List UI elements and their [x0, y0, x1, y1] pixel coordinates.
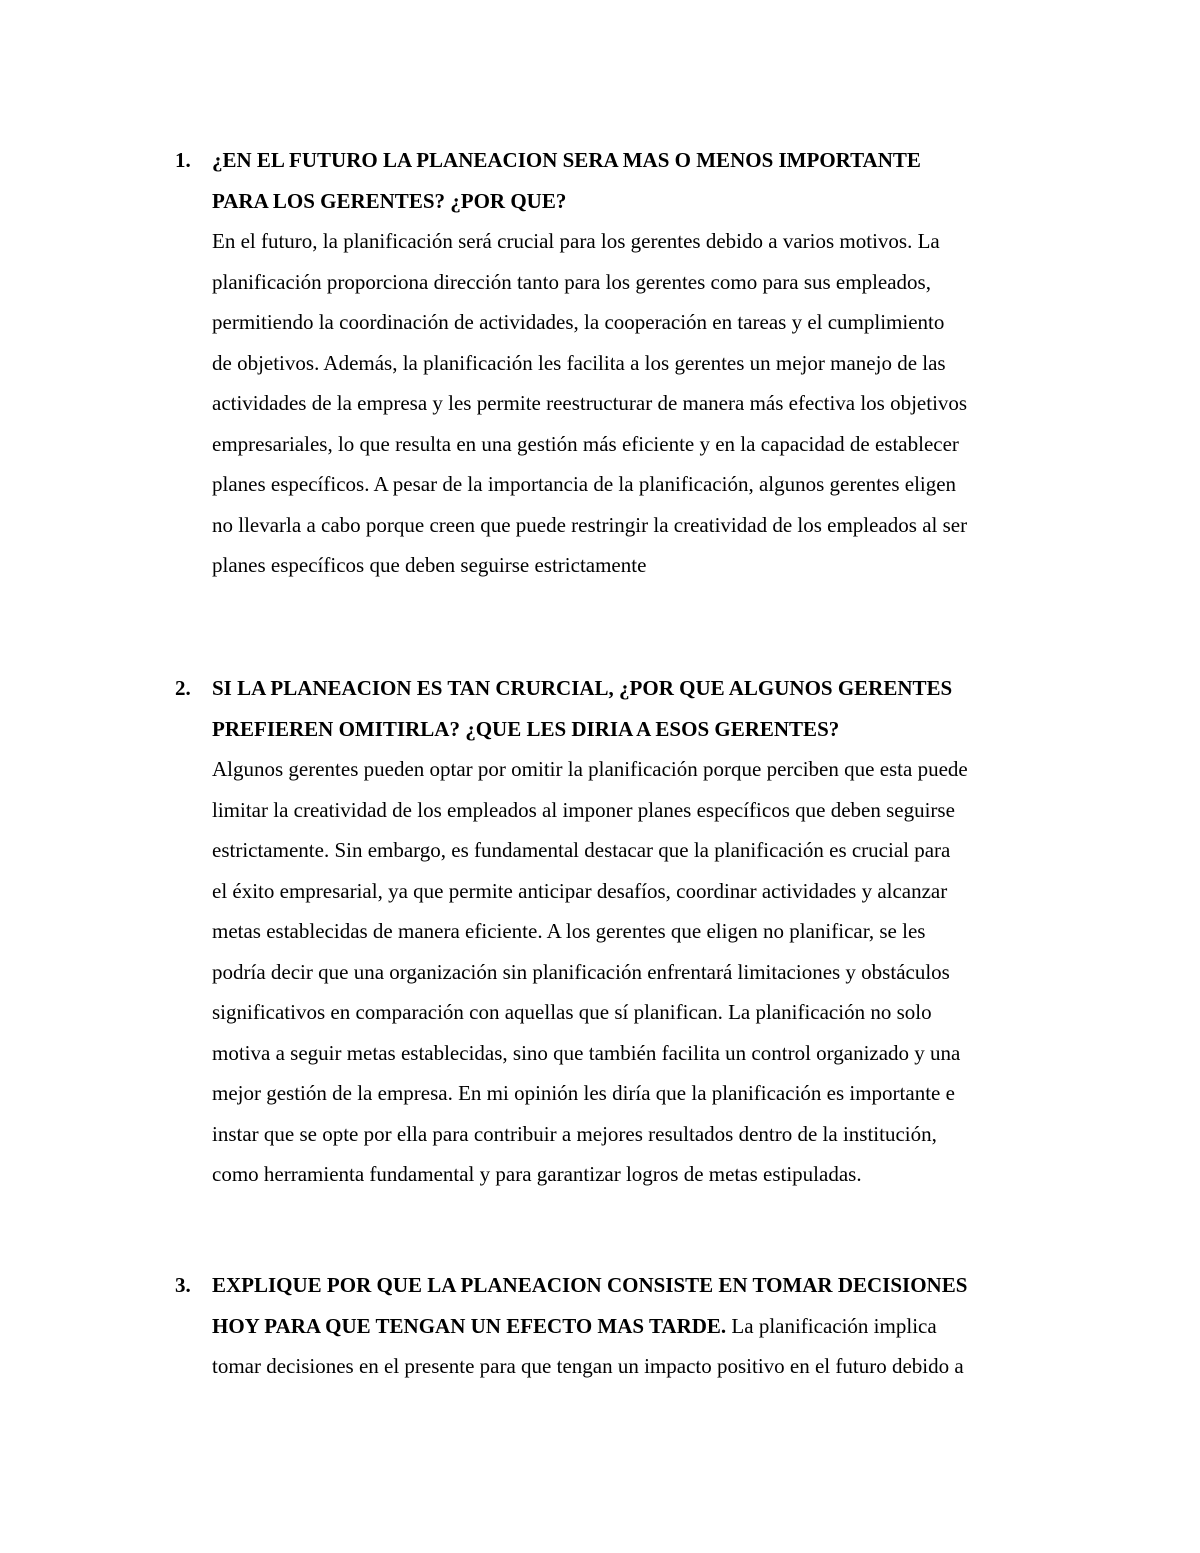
question-heading: SI LA PLANEACION ES TAN CRURCIAL, ¿POR QUE ALGUNOS GERENTES: [212, 676, 953, 700]
question-heading: EXPLIQUE POR QUE LA PLANEACION CONSISTE EN TOMAR DECISIONES: [212, 1273, 968, 1297]
answer-line: Algunos gerentes pueden optar por omitir la planificación porque perciben que esta puede: [212, 757, 968, 781]
answer-line: significativos en comparación con aquellas que sí planifican. La planificación no solo: [212, 1000, 932, 1024]
answer-line: instar que se opte por ella para contribuir a mejores resultados dentro de la institución,: [212, 1121, 937, 1146]
answer-line: podría decir que una organización sin planificación enfrentará limitaciones y obstáculos: [212, 959, 950, 984]
question-3: [175, 1265, 1075, 1387]
question-content: [212, 1265, 1075, 1387]
question-heading: HOY PARA QUE TENGAN UN EFECTO MAS TARDE.: [212, 1313, 727, 1338]
answer-line: de objetivos. Además, la planificación les facilita a los gerentes un mejor manejo de las: [212, 350, 946, 375]
answer-line: como herramienta fundamental y para garantizar logros de metas estipuladas.: [212, 1162, 862, 1186]
question-number: 3.: [175, 1273, 191, 1297]
answer-line: planes específicos que deben seguirse estrictamente: [212, 553, 647, 577]
answer-line: no llevarla a cabo porque creen que puede restringir la creatividad de los empleados al ser: [212, 512, 968, 537]
answer-line: motiva a seguir metas establecidas, sino que también facilita un control organizado y una: [212, 1040, 961, 1065]
question-content: [212, 668, 1075, 1195]
answer-line: permitiendo la coordinación de actividades, la cooperación en tareas y el cumplimiento: [212, 310, 945, 334]
answer-line: estrictamente. Sin embargo, es fundamental destacar que la planificación es crucial para: [212, 838, 951, 862]
answer-line: planes específicos. A pesar de la importancia de la planificación, algunos gerentes eligen: [212, 472, 957, 496]
question-1: [175, 140, 1075, 586]
answer-line: actividades de la empresa y les permite reestructurar de manera más efectiva los objetivos: [212, 391, 968, 415]
answer-inline-text: La planificación implica: [726, 1313, 937, 1338]
answer-line: el éxito empresarial, ya que permite anticipar desafíos, coordinar actividades y alcanzar: [212, 878, 948, 903]
question-number: 1.: [175, 148, 191, 172]
answer-line: En el futuro, la planificación será crucial para los gerentes debido a varios motivos. La: [212, 229, 940, 253]
question-heading: ¿EN EL FUTURO LA PLANEACION SERA MAS O MENOS IMPORTANTE: [212, 148, 921, 172]
mixed-line: [212, 1306, 1075, 1347]
answer-line: mejor gestión de la empresa. En mi opinión les diría que la planificación es importante e: [212, 1081, 955, 1105]
answer-line: planificación proporciona dirección tanto para los gerentes como para sus empleados,: [212, 269, 931, 294]
question-number: 2.: [175, 676, 191, 700]
answer-line: empresariales, lo que resulta en una gestión más eficiente y en la capacidad de establecer: [212, 431, 959, 456]
question-2: [175, 668, 1075, 1195]
question-content: [212, 140, 1075, 586]
question-heading: PARA LOS GERENTES? ¿POR QUE?: [212, 188, 567, 213]
answer-line: limitar la creatividad de los empleados al imponer planes específicos que deben seguirse: [212, 797, 955, 822]
answer-line: tomar decisiones en el presente para que tengan un impacto positivo en el futuro debido a: [212, 1354, 964, 1378]
answer-line: metas establecidas de manera eficiente. A los gerentes que eligen no planificar, se les: [212, 919, 926, 943]
question-heading: PREFIEREN OMITIRLA? ¿QUE LES DIRIA A ESOS GERENTES?: [212, 716, 840, 741]
